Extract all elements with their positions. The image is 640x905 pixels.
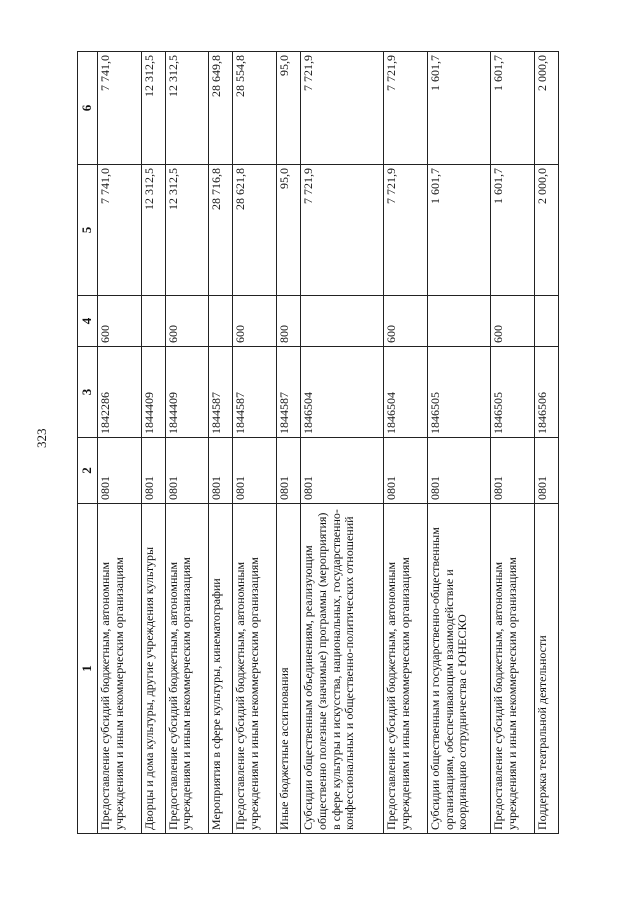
row-section-code: 0801 <box>277 438 301 504</box>
row-section-code: 0801 <box>534 438 558 504</box>
table-row <box>209 52 233 834</box>
row-amount-6: 7 721,9 <box>384 52 428 165</box>
table-row <box>165 52 209 834</box>
row-amount-6: 28 649,8 <box>209 52 233 165</box>
row-amount-5: 12 312,5 <box>141 165 165 296</box>
row-amount-5: 2 000,0 <box>534 165 558 296</box>
row-description: Предоставление субсидий бюджетным, автономным учреждениям и иным некоммерческим организациям <box>233 504 277 834</box>
row-target-code: 1844409 <box>141 347 165 438</box>
row-amount-6: 1 601,7 <box>427 52 490 165</box>
row-expense-type: 600 <box>491 296 535 347</box>
header-cell: 2 <box>78 438 98 504</box>
row-expense-type <box>141 296 165 347</box>
row-amount-6: 12 312,5 <box>165 52 209 165</box>
row-target-code: 1846505 <box>491 347 535 438</box>
row-amount-6: 28 554,8 <box>233 52 277 165</box>
row-amount-5: 7 721,9 <box>301 165 384 296</box>
row-expense-type <box>209 296 233 347</box>
row-expense-type: 600 <box>233 296 277 347</box>
table-row <box>277 52 301 834</box>
row-description: Предоставление субсидий бюджетным, автономным учреждениям и иным некоммерческим организациям <box>165 504 209 834</box>
row-expense-type: 600 <box>97 296 141 347</box>
row-description: Предоставление субсидий бюджетным, автономным учреждениям и иным некоммерческим организациям <box>491 504 535 834</box>
row-amount-6: 12 312,5 <box>141 52 165 165</box>
table-row <box>534 52 558 834</box>
row-section-code: 0801 <box>384 438 428 504</box>
row-description: Субсидии общественным объединениям, реализующим общественно полезные (значимые) программы (мероприятия) в сфере культуры и искусства, национальных, государственно-конфессиональных и общественно-политических отношений <box>301 504 384 834</box>
row-target-code: 1846506 <box>534 347 558 438</box>
row-amount-6: 7 741,0 <box>97 52 141 165</box>
row-description: Предоставление субсидий бюджетным, автономным учреждениям и иным некоммерческим организациям <box>384 504 428 834</box>
row-expense-type <box>301 296 384 347</box>
row-amount-5: 7 721,9 <box>384 165 428 296</box>
row-amount-6: 7 721,9 <box>301 52 384 165</box>
row-section-code: 0801 <box>141 438 165 504</box>
header-cell: 5 <box>78 165 98 296</box>
row-section-code: 0801 <box>301 438 384 504</box>
row-amount-5: 12 312,5 <box>165 165 209 296</box>
row-amount-5: 95,0 <box>277 165 301 296</box>
table-row <box>491 52 535 834</box>
row-section-code: 0801 <box>427 438 490 504</box>
row-target-code: 1846504 <box>384 347 428 438</box>
row-section-code: 0801 <box>491 438 535 504</box>
header-cell: 6 <box>78 52 98 165</box>
row-target-code: 1844409 <box>165 347 209 438</box>
row-section-code: 0801 <box>97 438 141 504</box>
row-target-code: 1842286 <box>97 347 141 438</box>
row-target-code: 1846505 <box>427 347 490 438</box>
table-row <box>301 52 384 834</box>
budget-table <box>77 51 559 834</box>
table-row <box>97 52 141 834</box>
row-expense-type: 600 <box>384 296 428 347</box>
row-amount-5: 1 601,7 <box>491 165 535 296</box>
row-expense-type: 800 <box>277 296 301 347</box>
row-amount-6: 95,0 <box>277 52 301 165</box>
row-amount-6: 2 000,0 <box>534 52 558 165</box>
row-amount-5: 28 621,8 <box>233 165 277 296</box>
header-cell: 4 <box>78 296 98 347</box>
table-row <box>141 52 165 834</box>
row-section-code: 0801 <box>233 438 277 504</box>
row-description: Предоставление субсидий бюджетным, автономным учреждениям и иным некоммерческим организациям <box>97 504 141 834</box>
row-description: Иные бюджетные ассигнования <box>277 504 301 834</box>
row-description: Субсидии общественным и государственно-общественным организациям, обеспечивающим взаимодействие и координацию сотрудничества с ЮНЕСКО <box>427 504 490 834</box>
row-description: Мероприятия в сфере культуры, кинематографии <box>209 504 233 834</box>
header-cell: 3 <box>78 347 98 438</box>
row-expense-type: 600 <box>165 296 209 347</box>
header-cell: 1 <box>78 504 98 834</box>
row-target-code: 1844587 <box>233 347 277 438</box>
table-body <box>97 52 558 834</box>
row-target-code: 1846504 <box>301 347 384 438</box>
table-row <box>384 52 428 834</box>
row-section-code: 0801 <box>165 438 209 504</box>
rotated-table-container <box>77 52 559 834</box>
row-amount-5: 28 716,8 <box>209 165 233 296</box>
row-expense-type <box>427 296 490 347</box>
table-row <box>427 52 490 834</box>
row-target-code: 1844587 <box>209 347 233 438</box>
row-section-code: 0801 <box>209 438 233 504</box>
row-expense-type <box>534 296 558 347</box>
table-header-row <box>78 52 98 834</box>
table-row <box>233 52 277 834</box>
page-number: 323 <box>34 428 49 448</box>
row-amount-5: 1 601,7 <box>427 165 490 296</box>
row-description: Поддержка театральной деятельности <box>534 504 558 834</box>
row-amount-5: 7 741,0 <box>97 165 141 296</box>
row-description: Дворцы и дома культуры, другие учреждения культуры <box>141 504 165 834</box>
row-target-code: 1844587 <box>277 347 301 438</box>
row-amount-6: 1 601,7 <box>491 52 535 165</box>
